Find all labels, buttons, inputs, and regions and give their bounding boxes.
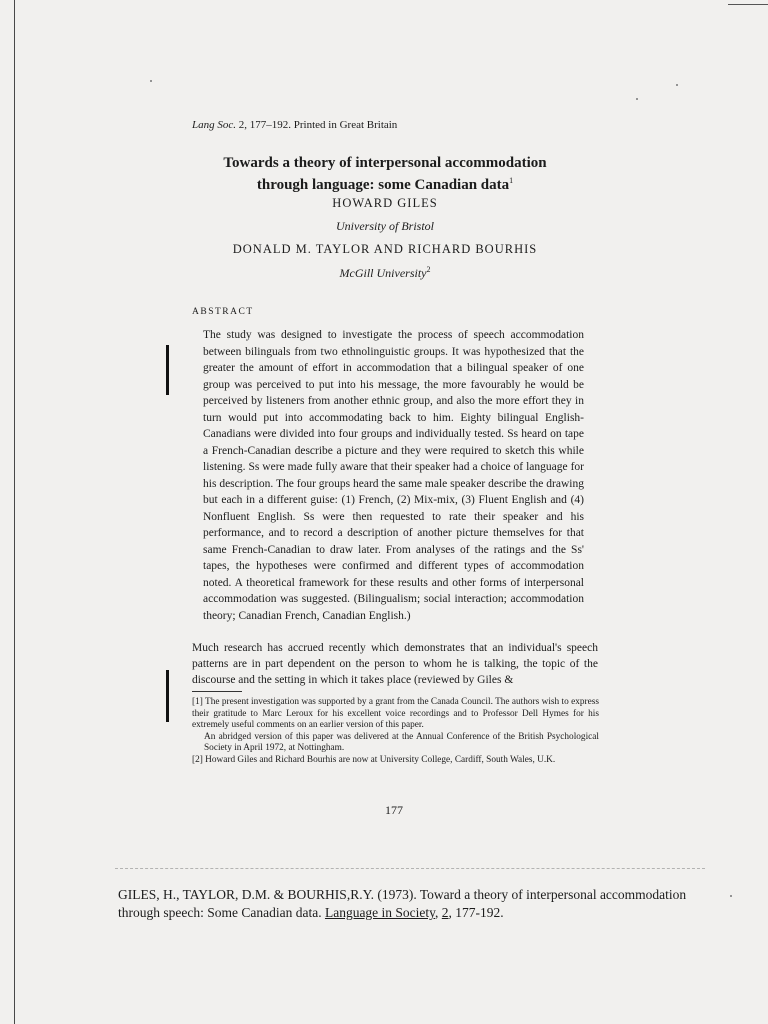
margin-bar-mark [166, 345, 169, 395]
abstract-body: The study was designed to investigate the process of speech accommodation between bilinguals from two ethnolinguistic groups. It was hypothesized that the greater the amount of effort in accommodation that a bilingual speaker of one group was perceived to put into his message, the more favourably he would be perceived by listeners from another ethnic group, and also the more effort they in turn would put into accommodating back to him. Eighty bilingual English-Canadians were divided into four groups and individually tested. Ss heard on tape a French-Canadian describe a picture and they were required to sketch this while listening. Ss were made fully aware that their speaker had a choice of language for his description. The four groups heard the same male speaker describe the drawing but each in a different guise: (1) French, (2) Mix-mix, (3) Fluent English and (4) Nonfluent English. Ss were then requested to rate their speaker and his performance, and to record a description of another picture themselves for that same French-Canadian to draw later. From analyses of the ratings and the Ss' tapes, the hypotheses were confirmed and different types of accommodation noted. A theoretical framework for these results and other forms of interpersonal accommodation was suggested. (Bilingualism; social interaction; accommodation theory; Canadian French, Canadian English.) [203, 329, 584, 622]
author-1: HOWARD GILES [332, 196, 438, 210]
title-footnote-mark: 1 [509, 176, 514, 185]
affiliation-1: University of Bristol [336, 219, 434, 233]
margin-bar-mark [166, 670, 169, 722]
title-line-1: Towards a theory of interpersonal accommodation [223, 155, 547, 171]
page-number: 177 [385, 803, 403, 817]
citation-pages: , 177-192. [448, 905, 504, 920]
author-2: DONALD M. TAYLOR AND RICHARD BOURHIS [232, 242, 538, 256]
intro-paragraph: Much research has accrued recently which demonstrates that an individual's speech patterns are in part dependent on the person to whom he is talking, the topic of the discourse and the setting in which it takes place (reviewed by Giles & [192, 642, 598, 686]
footnote-2: [2] Howard Giles and Richard Bourhis are now at University College, Cardiff, South Wales, U.K. [192, 754, 556, 765]
footnote-1-continued: An abridged version of this paper was delivered at the Annual Conference of the British Psychological Society in April 1972, at Nottingham. [204, 731, 599, 753]
corner-scan-line [728, 4, 768, 5]
journal-ref-rest: 2, 177–192. Printed in Great Britain [236, 119, 398, 131]
affiliation-2-mark: 2 [426, 265, 431, 274]
citation-journal: Language in Society [324, 905, 436, 920]
scan-speck [676, 84, 678, 86]
scan-speck [150, 80, 152, 82]
page-edge-line [14, 0, 15, 1024]
journal-abbrev: Lang Soc. [192, 119, 236, 131]
citation-authors: GILES, H., TAYLOR, D.M. & BOURHIS,R.Y. (1973). Toward a theory of interpersonal accommodation through speech: Some Canadian data. [118, 887, 687, 920]
scan-speck [636, 98, 638, 100]
cut-line [115, 868, 705, 869]
paper-title [150, 155, 620, 194]
citation-volume: 2 [441, 905, 449, 920]
abstract-heading: ABSTRACT [192, 307, 254, 317]
title-line-2: through language: some Canadian data$^1$ [256, 176, 514, 193]
footnotes [192, 697, 599, 766]
journal-reference [192, 119, 397, 131]
citation [118, 886, 718, 922]
citation-sep: , [435, 905, 442, 920]
scan-speck [730, 895, 732, 897]
affiliation-2: McGill University$^2$ [339, 265, 431, 280]
footnote-1: [1] The present investigation was supported by a grant from the Canada Council. The authors wish to express their gratitude to Marc Leroux for his excellent voice recordings and to Professor Dell Hymes for his extremely useful comments on an earlier version of this paper. [192, 697, 599, 730]
footnote-rule [192, 691, 242, 692]
